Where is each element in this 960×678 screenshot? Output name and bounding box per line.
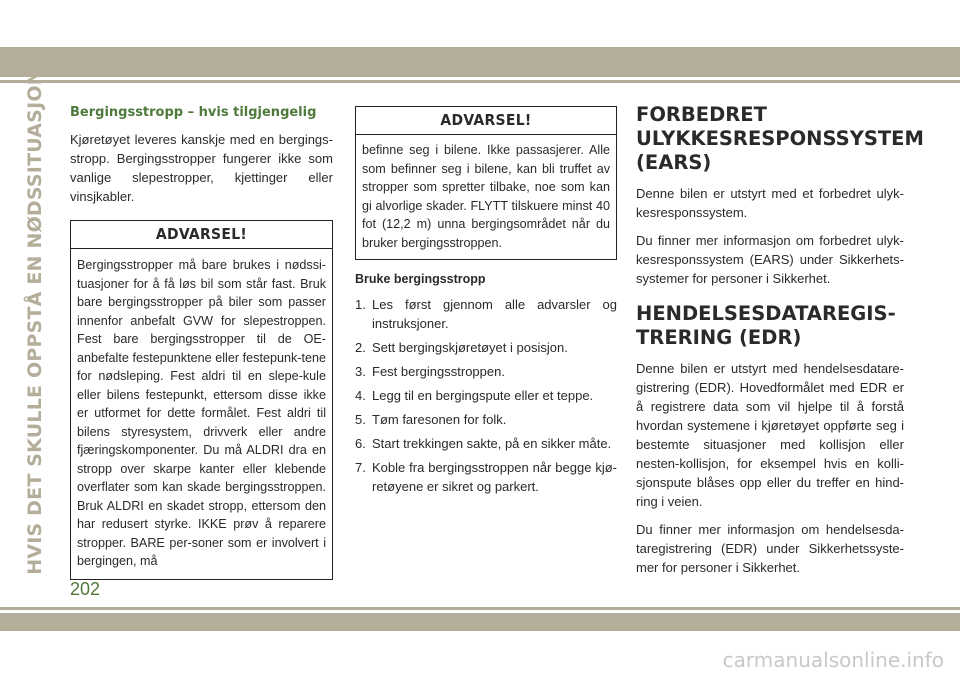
warning-box-continued: [355, 106, 617, 260]
section-heading-recovery-strap: Bergingsstropp – hvis tilgjengelig: [70, 105, 317, 120]
chapter-side-title: [20, 69, 50, 575]
list-item: [355, 295, 617, 333]
list-item: [355, 386, 617, 405]
step-text: Les først gjennom alle advarsler og instruksjoner.: [372, 297, 617, 331]
step-number: 3.: [355, 364, 366, 379]
watermark: carmanualsonline.info: [722, 648, 944, 672]
column-middle: [355, 103, 617, 501]
footer-rule: [0, 607, 960, 610]
step-number: 4.: [355, 388, 366, 403]
intro-paragraph: Kjøretøyet leveres kanskje med en bergings-stropp. Bergingsstropper fungerer ikke som vanlige slepestropper, kjettinger eller vinsjkabler.: [70, 132, 333, 204]
list-item: [355, 458, 617, 496]
chapter-side-title-text: HVIS DET SKULLE OPPSTÅ EN NØDSSITUASJON: [24, 69, 46, 575]
step-text: Koble fra bergingsstroppen når begge kjø-retøyene er sikret og parkert.: [372, 460, 617, 494]
ears-paragraph-1: Denne bilen er utstyrt med et forbedret ulyk-kesresponssystem.: [636, 186, 904, 220]
step-text: Tøm faresonen for folk.: [372, 412, 507, 427]
edr-paragraph-2: Du finner mer informasjon om hendelsesda-taregistrering (EDR) under Sikkerhetssyste-mer for personer i Sikkerhet.: [636, 522, 904, 575]
header-rule: [0, 80, 960, 83]
warning-title: ADVARSEL!: [71, 221, 332, 249]
list-item: [355, 434, 617, 453]
step-number: 1.: [355, 297, 366, 312]
warning-box: [70, 220, 333, 580]
step-text: Fest bergingsstroppen.: [372, 364, 505, 379]
warning-text: befinne seg i bilene. Ikke passasjerer. Alle som befinner seg i bilene, kan bli truffet av stropper som spretter tilbake, noe som kan gi alvorlige skader. FLYTT tilskuere minst 40 fot (12,2 m) unna bergingsområdet når du bruker bergingsstroppen.: [362, 143, 610, 250]
section-heading-edr: HENDELSESDATAREGIS-TRERING (EDR): [636, 302, 896, 349]
warning-text: Bergingsstropper må bare brukes i nødssi-tuasjoner for å få løs bil som står fast. Bruk bare bergingsstropper på biler som passer innenfor anbefalt GVW for slepestroppen. Fest bare bergingsstropper til de OE-anbefalte festepunktene eller festepunk-tene for nødsleping. Fest aldri til en slepe-kule eller bilens festepunkt, ettersom disse ikke er utformet for dette formålet. Fest aldri til bilens styresystem, drivverk eller andre fjæringskomponenter. Du må ALDRI dra en stropp over skarpe kanter eller klebende overflater som kan skade bergingsstroppen. Bruk ALDRI en skadet stropp, ettersom den har redusert styrke. IKKE prøv å reparere stropper. BARE per-soner som er involvert i bergingen, må: [77, 258, 326, 568]
footer-band: [0, 613, 960, 631]
list-item: [355, 362, 617, 381]
step-number: 7.: [355, 460, 366, 475]
page-number: 202: [70, 579, 101, 599]
ears-paragraph-2: Du finner mer informasjon om forbedret ulyk-kesresponssystem (EARS) under Sikkerhets-systemer for personer i Sikkerhet.: [636, 233, 904, 286]
steps-list: [355, 295, 617, 496]
subheading-using-strap: Bruke bergingsstropp: [355, 272, 486, 286]
list-item: [355, 410, 617, 429]
section-heading-ears: FORBEDRET ULYKKESRESPONSSYSTEM (EARS): [636, 103, 924, 174]
step-number: 2.: [355, 340, 366, 355]
warning-title: ADVARSEL!: [356, 107, 616, 135]
step-number: 6.: [355, 436, 366, 451]
edr-paragraph-1: Denne bilen er utstyrt med hendelsesdatare-gistrering (EDR). Hovedformålet med EDR er å registrere data som vil hjelpe til å forstå hvordan systemene i kjøretøyet oppførte seg i bestemte situasjoner med kollisjon eller nesten-kollisjon, for eksempel hvis en kolli-sjonspute blåses opp eller du treffer en hind-ring i veien.: [636, 361, 904, 509]
column-left: [70, 103, 333, 580]
list-item: [355, 338, 617, 357]
step-text: Legg til en bergingspute eller et teppe.: [372, 388, 594, 403]
step-text: Start trekkingen sakte, på en sikker måte.: [372, 436, 612, 451]
column-right: [636, 103, 924, 586]
header-band: [0, 47, 960, 77]
step-text: Sett bergingskjøretøyet i posisjon.: [372, 340, 568, 355]
step-number: 5.: [355, 412, 366, 427]
